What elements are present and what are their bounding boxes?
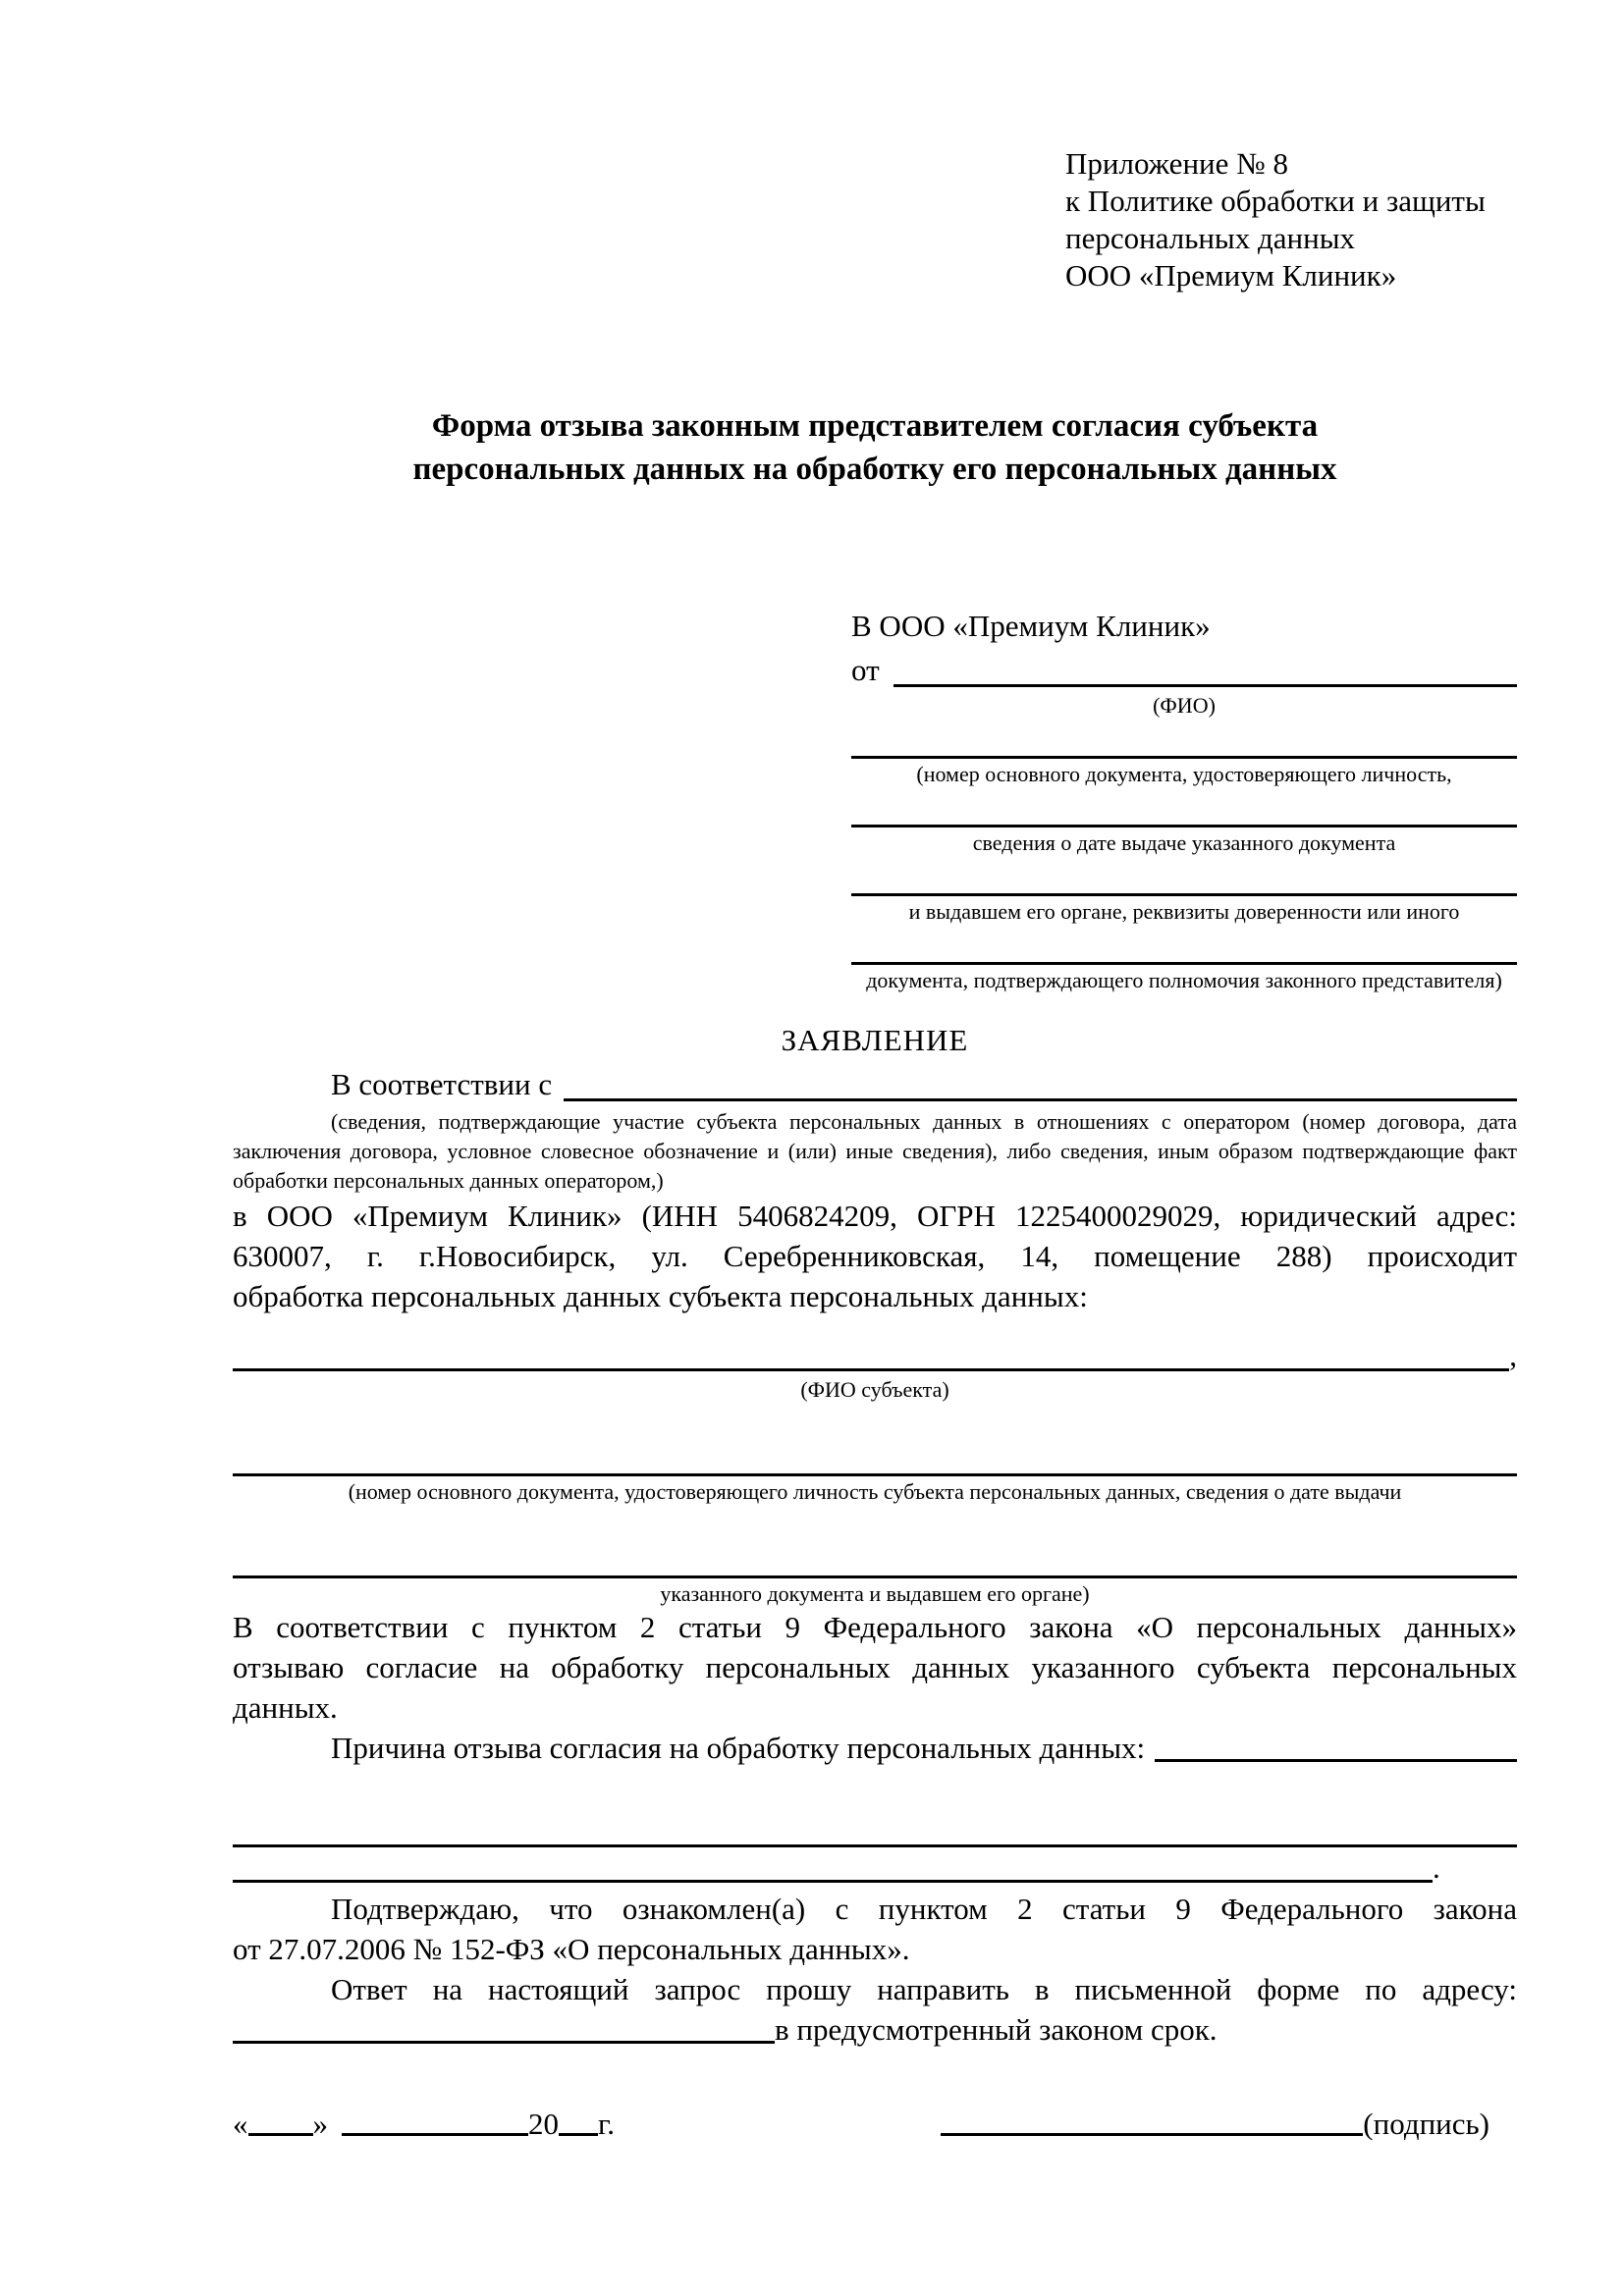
confirm-paragraph [233, 1889, 1517, 1969]
reason-end-period: . [1433, 1850, 1440, 1885]
address-blank-line [233, 2041, 775, 2044]
doc-number-group [851, 719, 1517, 787]
page-title [233, 404, 1517, 491]
appendix-line: к Политике обработки и защиты [1065, 184, 1486, 218]
blank-caption: и выдавшем его органе, реквизиты доверенности или иного [908, 899, 1460, 924]
reason-blank-line-end [233, 1847, 1517, 1889]
subject-fio-caption: (ФИО субъекта) [800, 1377, 949, 1402]
signature-caption: (подпись) [1363, 2107, 1489, 2141]
paragraph-line: обработка персональных данных субъекта персональных данных: [233, 1279, 1088, 1313]
reply-paragraph [233, 1969, 1517, 2050]
subject-fio-line [233, 1334, 1517, 1377]
doc-issuer-group [851, 856, 1517, 925]
date-field [233, 2107, 615, 2142]
fio-blank-line [893, 684, 1517, 687]
blank-line [233, 1538, 1517, 1578]
subject-fio-blank-line [233, 1368, 1509, 1371]
reply-line-text: в предусмотренный законом срок. [775, 2012, 1218, 2047]
date-year-suffix: г. [598, 2107, 615, 2141]
date-close-quote: » [312, 2107, 328, 2141]
paragraph-line: 630007, г. г.Новосибирск, ул. Серебренниковская, 14, помещение 288) происходит [233, 1239, 1517, 1273]
withdraw-paragraph [233, 1607, 1517, 1728]
page-title-line: Форма отзыва законным представителем согласия субъекта [431, 408, 1319, 444]
paragraph-line: отзываю согласие на обработку персональных данных указанного субъекта персональных [233, 1650, 1517, 1684]
addressee-block [851, 605, 1517, 993]
operator-paragraph [233, 1196, 1517, 1316]
blank-caption: указанного документа и выдавшем его органе) [660, 1581, 1090, 1606]
blank-line [233, 1880, 1433, 1883]
accordance-blank-line [564, 1098, 1517, 1101]
appendix-line: Приложение № 8 [1065, 146, 1288, 181]
addressee-to: В ООО «Премиум Клиник» [851, 609, 1211, 643]
subject-doc-group-2 [233, 1538, 1517, 1607]
from-line [851, 648, 1517, 693]
paragraph-line: в ООО «Премиум Клиник» (ИНН 5406824209, ОГРН 1225400029029, юридический адрес: [233, 1199, 1517, 1233]
date-year-prefix: 20 [528, 2107, 559, 2141]
note-line: обработки персональных данных оператором,) [233, 1168, 664, 1193]
blank-caption: (номер основного документа, удостоверяющего личность, [916, 762, 1452, 786]
paragraph-line: от 27.07.2006 № 152-ФЗ «О персональных данных». [233, 1932, 910, 1966]
blank-caption: документа, подтверждающего полномочия законного представителя) [866, 968, 1502, 992]
note-line: заключения договора, условное словесное обозначение и (или) иные сведения), либо сведения, иным образом подтверждающие факт [233, 1139, 1517, 1163]
paragraph-line: Ответ на настоящий запрос прошу направить в письменной форме по адресу: [331, 1972, 1517, 2006]
paragraph-line: Подтверждаю, что ознакомлен(а) с пунктом 2 статьи 9 Федерального закона [331, 1892, 1517, 1926]
appendix-header [1065, 145, 1517, 294]
accordance-note [233, 1107, 1517, 1196]
page-title-line: персональных данных на обработку его персональных данных [412, 452, 1337, 487]
appendix-line: персональных данных [1065, 221, 1356, 255]
fio-caption: (ФИО) [1153, 693, 1216, 718]
reply-address-line [233, 2009, 1517, 2050]
date-open-quote: « [233, 2107, 248, 2141]
reason-line [233, 1728, 1517, 1768]
doc-authority-group [851, 925, 1517, 993]
signature-blank-line [941, 2133, 1363, 2136]
subject-doc-group [233, 1436, 1517, 1505]
blank-line [233, 1436, 1517, 1476]
blank-caption: (номер основного документа, удостоверяющего личность субъекта персональных данных, сведения о дате выдачи [348, 1479, 1402, 1504]
subject-trailing-comma: , [1509, 1338, 1517, 1372]
blank-line [851, 925, 1517, 965]
signature-field [941, 2107, 1489, 2142]
paragraph-line: данных. [233, 1690, 338, 1725]
accordance-label: В соответствии с [331, 1067, 553, 1101]
blank-line [851, 787, 1517, 828]
date-day-blank [248, 2133, 313, 2136]
reason-blank-line [1155, 1759, 1517, 1762]
blank-line [851, 856, 1517, 896]
from-label: от [851, 653, 880, 687]
blank-caption: сведения о дате выдаче указанного документа [972, 830, 1396, 855]
reason-blank-line-full [233, 1803, 1517, 1847]
doc-date-group [851, 787, 1517, 856]
statement-heading: ЗАЯВЛЕНИЕ [781, 1023, 969, 1057]
date-month-blank [342, 2133, 528, 2136]
appendix-line: ООО «Премиум Клиник» [1065, 258, 1397, 293]
accordance-line [233, 1062, 1517, 1107]
date-year-blank [559, 2133, 598, 2136]
paragraph-line: В соответствии с пунктом 2 статьи 9 Федерального закона «О персональных данных» [233, 1610, 1517, 1644]
document-content [233, 0, 1517, 2142]
reason-label: Причина отзыва согласия на обработку персональных данных: [331, 1731, 1146, 1765]
signature-row [233, 2107, 1517, 2142]
note-line: (сведения, подтверждающие участие субъекта персональных данных в отношениях с оператором (номер договора, дата [331, 1109, 1517, 1134]
blank-line [851, 719, 1517, 759]
